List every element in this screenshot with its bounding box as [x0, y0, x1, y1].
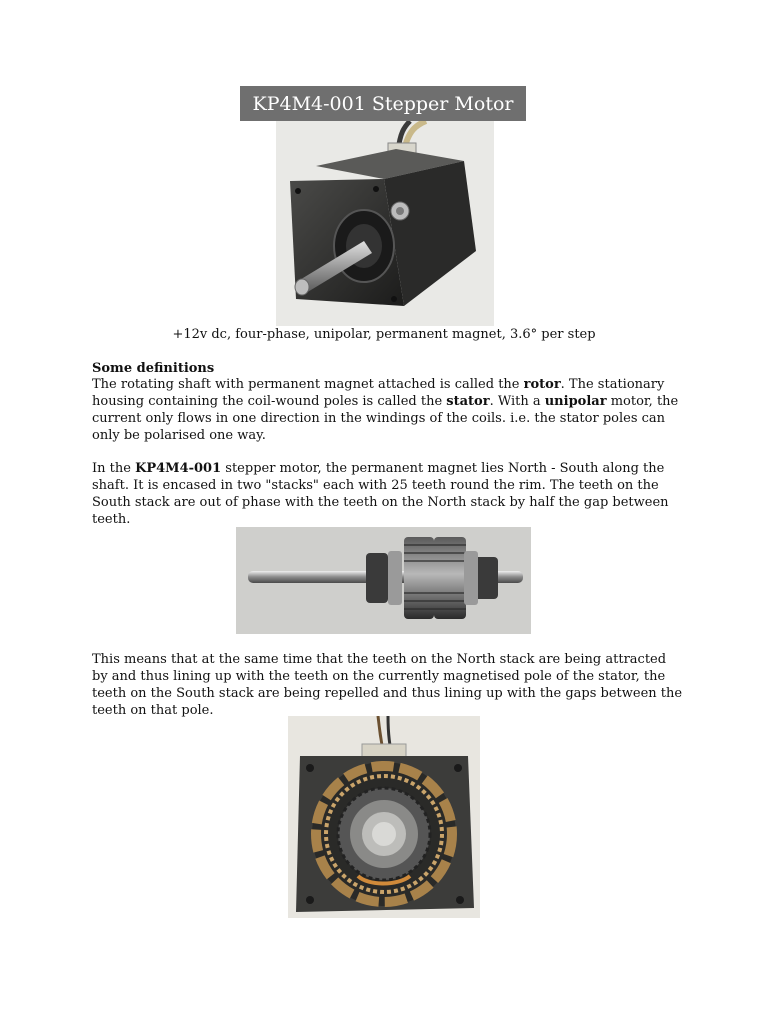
definitions-heading: Some definitions	[92, 361, 215, 376]
paragraph-magnet: In the KP4M4-001 stepper motor, the permanent magnet lies North - South along the shaft. It is encased in two "stacks" each with 25 teeth round the rim. The teeth on the South stack are out of phase with the teeth on the North stack by half the gap between teeth.	[92, 461, 669, 527]
stepper-motor-photo	[276, 121, 494, 326]
stator-photo	[288, 716, 480, 918]
rotor-photo	[236, 527, 531, 634]
page-title: KP4M4-001 Stepper Motor	[240, 86, 526, 121]
paragraph-definitions: The rotating shaft with permanent magnet attached is called the rotor. The stationary housing containing the coil-wound poles is called the stator. With a unipolar motor, the current only flows in one direction in the windings of the coils. i.e. the stator poles can only be polarised one way.	[92, 377, 679, 443]
motor-caption: +12v dc, four-phase, unipolar, permanent magnet, 3.6° per step	[172, 327, 596, 342]
paragraph-stacks: This means that at the same time that the teeth on the North stack are being attracted by and thus lining up with the teeth on the currently magnetised pole of the stator, the teeth on the South stack are being repelled and thus lining up with the gaps between the teeth on that pole.	[92, 652, 683, 718]
